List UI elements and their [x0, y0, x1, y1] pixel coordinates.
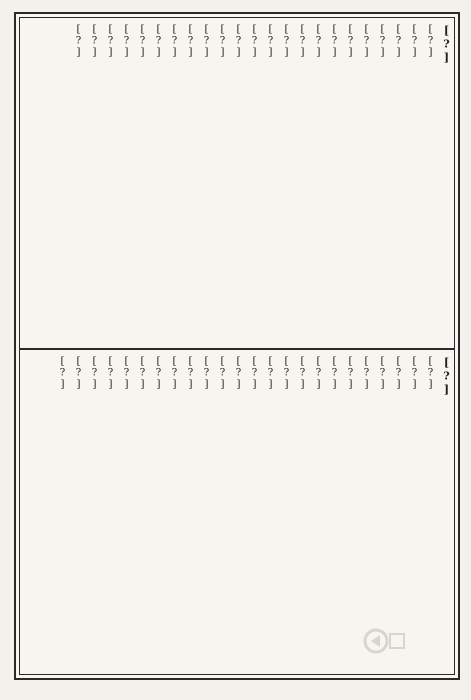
- top-col-7: [?]: [345, 24, 356, 59]
- bottom-col-20: [?]: [137, 356, 148, 391]
- top-col-22: [?]: [105, 24, 116, 59]
- bottom-col-6: [?]: [361, 356, 372, 391]
- bottom-col-9: [?]: [313, 356, 324, 391]
- bottom-col-7: [?]: [345, 356, 356, 391]
- top-col-5: [?]: [377, 24, 388, 59]
- top-half: [20, 18, 454, 350]
- page-frame: [14, 12, 460, 680]
- bottom-col-10: [?]: [297, 356, 308, 391]
- bottom-col-12: [?]: [265, 356, 276, 391]
- bottom-col-11: [?]: [281, 356, 292, 391]
- top-col-23: [?]: [89, 24, 100, 59]
- top-columns: [20, 18, 454, 348]
- top-col-10: [?]: [297, 24, 308, 59]
- top-col-16: [?]: [201, 24, 212, 59]
- top-col-14: [?]: [233, 24, 244, 59]
- top-col-6: [?]: [361, 24, 372, 59]
- bottom-col-21: [?]: [121, 356, 132, 391]
- bottom-col-24: [?]: [73, 356, 84, 391]
- top-col-24: [?]: [73, 24, 84, 59]
- bottom-col-15: [?]: [217, 356, 228, 391]
- bottom-col-25: [?]: [57, 356, 68, 391]
- top-col-2: [?]: [425, 24, 436, 59]
- top-col-9: [?]: [313, 24, 324, 59]
- bottom-col-3: [?]: [409, 356, 420, 391]
- bottom-col-16: [?]: [201, 356, 212, 391]
- top-col-21: [?]: [121, 24, 132, 59]
- bottom-col-2: [?]: [425, 356, 436, 391]
- top-col-11: [?]: [281, 24, 292, 59]
- watermark-logo-icon: [362, 626, 406, 656]
- top-col-13: [?]: [249, 24, 260, 59]
- bottom-col-17: [?]: [185, 356, 196, 391]
- bottom-col-1: [?]: [440, 356, 453, 397]
- top-col-19: [?]: [153, 24, 164, 59]
- bottom-col-22: [?]: [105, 356, 116, 391]
- bottom-col-8: [?]: [329, 356, 340, 391]
- bottom-col-18: [?]: [169, 356, 180, 391]
- top-col-1: [?]: [440, 24, 453, 65]
- top-col-15: [?]: [217, 24, 228, 59]
- bottom-col-13: [?]: [249, 356, 260, 391]
- top-col-3: [?]: [409, 24, 420, 59]
- bottom-col-14: [?]: [233, 356, 244, 391]
- top-col-4: [?]: [393, 24, 404, 59]
- inner-border: [19, 17, 455, 675]
- bottom-col-23: [?]: [89, 356, 100, 391]
- top-col-12: [?]: [265, 24, 276, 59]
- top-col-8: [?]: [329, 24, 340, 59]
- top-col-20: [?]: [137, 24, 148, 59]
- top-col-18: [?]: [169, 24, 180, 59]
- bottom-col-19: [?]: [153, 356, 164, 391]
- bottom-col-5: [?]: [377, 356, 388, 391]
- bottom-col-4: [?]: [393, 356, 404, 391]
- top-col-17: [?]: [185, 24, 196, 59]
